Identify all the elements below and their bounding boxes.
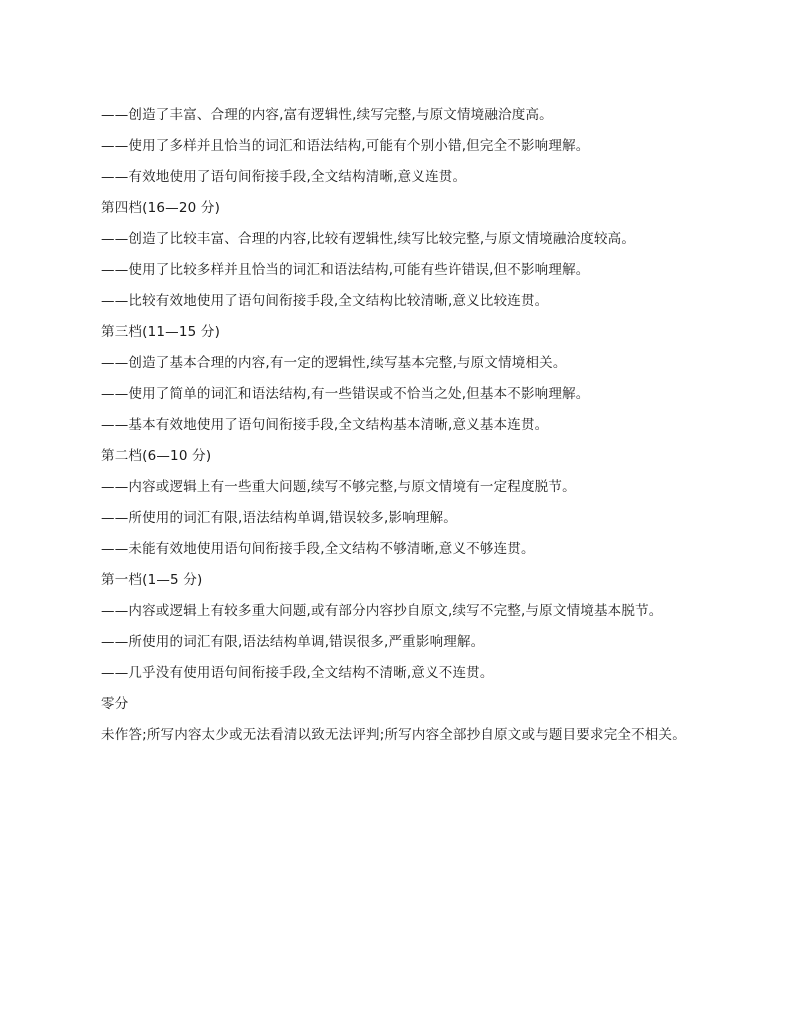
criterion-line: ——创造了比较丰富、合理的内容,比较有逻辑性,续写比较完整,与原文情境融洽度较高。 — [101, 231, 636, 247]
criterion-line: ——使用了多样并且恰当的词汇和语法结构,可能有个别小错,但完全不影响理解。 — [101, 138, 590, 154]
criterion-line: ——未能有效地使用语句间衔接手段,全文结构不够清晰,意义不够连贯。 — [101, 541, 535, 557]
grade-heading: 第四档(16—20 分) — [101, 200, 221, 216]
criterion-line: ——几乎没有使用语句间衔接手段,全文结构不清晰,意义不连贯。 — [101, 665, 494, 681]
criterion-line: ——有效地使用了语句间衔接手段,全文结构清晰,意义连贯。 — [101, 169, 467, 185]
grade-heading: 第一档(1—5 分) — [101, 572, 203, 588]
criterion-line: ——使用了比较多样并且恰当的词汇和语法结构,可能有些许错误,但不影响理解。 — [101, 262, 590, 278]
criterion-line: ——创造了基本合理的内容,有一定的逻辑性,续写基本完整,与原文情境相关。 — [101, 355, 567, 371]
criterion-line: ——创造了丰富、合理的内容,富有逻辑性,续写完整,与原文情境融洽度高。 — [101, 107, 553, 123]
criterion-line: 未作答;所写内容太少或无法看清以致无法评判;所写内容全部抄自原文或与题目要求完全不相关。 — [101, 727, 686, 743]
grade-heading: 零分 — [101, 696, 129, 712]
criterion-line: ——所使用的词汇有限,语法结构单调,错误较多,影响理解。 — [101, 510, 457, 526]
criterion-line: ——使用了简单的词汇和语法结构,有一些错误或不恰当之处,但基本不影响理解。 — [101, 386, 590, 402]
criterion-line: ——内容或逻辑上有较多重大问题,或有部分内容抄自原文,续写不完整,与原文情境基本脱节。 — [101, 603, 663, 619]
criterion-line: ——所使用的词汇有限,语法结构单调,错误很多,严重影响理解。 — [101, 634, 485, 650]
criterion-line: ——比较有效地使用了语句间衔接手段,全文结构比较清晰,意义比较连贯。 — [101, 293, 549, 309]
grade-heading: 第三档(11—15 分) — [101, 324, 221, 340]
criterion-line: ——基本有效地使用了语句间衔接手段,全文结构基本清晰,意义基本连贯。 — [101, 417, 549, 433]
criterion-line: ——内容或逻辑上有一些重大问题,续写不够完整,与原文情境有一定程度脱节。 — [101, 479, 576, 495]
grade-heading: 第二档(6—10 分) — [101, 448, 212, 464]
